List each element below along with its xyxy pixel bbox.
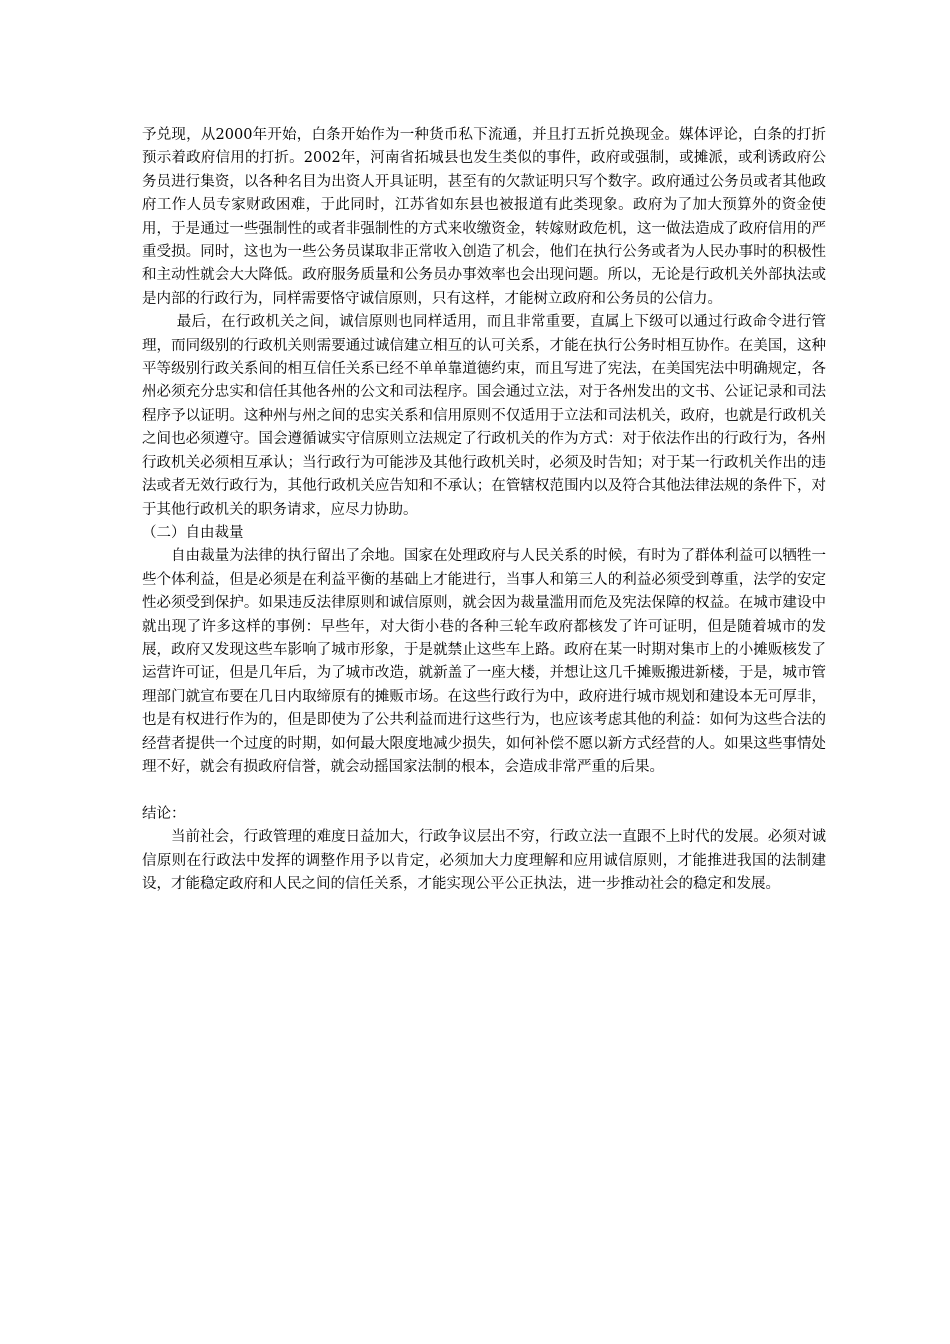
paragraph-conclusion: 当前社会，行政管理的难度日益加大，行政争议层出不穷，行政立法一直跟不上时代的发展。必须对诚信原则在行政法中发挥的调整作用予以肯定，必须加大力度理解和应用诚信原则，才能推进我国的法制建设，才能稳定政府和人民之间的信任关系，才能实现公平公正执法，进一步推动社会的稳定和发展。 (142, 829, 826, 892)
paragraph-inter-agency: 最后，在行政机关之间，诚信原则也同样适用，而且非常重要，直属上下级可以通过行政命令进行管理，而同级别的行政机关则需要通过诚信建立相互的认可关系，才能在执行公务时相互协作。在美国，这种平等级别行政关系间的相互信任关系已经不单单靠道德约束，而且写进了宪法，在美国宪法中明确规定，各州必须充分忠实和信任其他各州的公文和司法程序。国会通过立法，对于各州发出的文书、公证记录和司法程序予以证明。这种州与州之间的忠实关系和信用原则不仅适用于立法和司法机关，政府，也就是行政机关之间也必须遵守。国会遵循诚实守信原则立法规定了行政机关的作为方式：对于依法作出的行政行为，各州行政机关必须相互承认；当行政行为可能涉及其他行政机关时，必须及时告知；对于某一行政机关作出的违法或者无效行政行为，其他行政机关应告知和不承认；在管辖权范围内以及符合其他法律法规的条件下，对于其他行政机关的职务请求，应尽力协助。 (142, 314, 826, 518)
section-heading-discretion: （二）自由裁量 (142, 524, 244, 541)
blank-line (142, 779, 826, 802)
document-body (142, 124, 826, 896)
paragraph-discretion: 自由裁量为法律的执行留出了余地。国家在处理政府与人民关系的时候，有时为了群体利益可以牺牲一些个体利益，但是必须是在利益平衡的基础上才能进行，当事人和第三人的利益必须受到尊重，法学的安定性必须受到保护。如果违反法律原则和诚信原则，就会因为裁量滥用而危及宪法保障的权益。在城市建设中就出现了许多这样的事例：早些年，对大街小巷的各种三轮车政府都核发了许可证明，但是随着城市的发展，政府又发现这些车影响了城市形象，于是就禁止这些车上路。政府在某一时期对集市上的小摊贩核发了运营许可证，但是几年后，为了城市改造，就新盖了一座大楼，并想让这几千摊贩搬进新楼，于是，城市管理部门就宣布要在几日内取缔原有的摊贩市场。在这些行政行为中，政府进行城市规划和建设本无可厚非，也是有权进行作为的，但是即使为了公共利益而进行这些行为，也应该考虑其他的利益：如何为这些合法的经营者提供一个过度的时期，如何最大限度地减少损失，如何补偿不愿以新方式经营的人。如果这些事情处理不好，就会有损政府信誉，就会动摇国家法制的根本，会造成非常严重的后果。 (142, 548, 826, 775)
conclusion-heading: 结论： (142, 805, 186, 822)
paragraph-government-credit: 予兑现，从2000年开始，白条开始作为一种货币私下流通，并且打五折兑换现金。媒体评论，白条的打折预示着政府信用的打折。2002年，河南省拓城县也发生类似的事件，政府或强制，或摊派，或利诱政府公务员进行集资，以各种名目为出资人开具证明，甚至有的欠款证明只写个数字。政府通过公务员或者其他政府工作人员专家财政困难，于此同时，江苏省如东县也被报道有此类现象。政府为了加大预算外的资金使用，于是通过一些强制性的或者非强制性的方式来收缴资金，转嫁财政危机，这一做法造成了政府信用的严重受损。同时，这也为一些公务员谋取非正常收入创造了机会，他们在执行公务或者为人民办事时的积极性和主动性就会大大降低。政府服务质量和公务员办事效率也会出现问题。所以，无论是行政机关外部执法或是内部的行政行为，同样需要恪守诚信原则，只有这样，才能树立政府和公务员的公信力。 (142, 127, 826, 307)
